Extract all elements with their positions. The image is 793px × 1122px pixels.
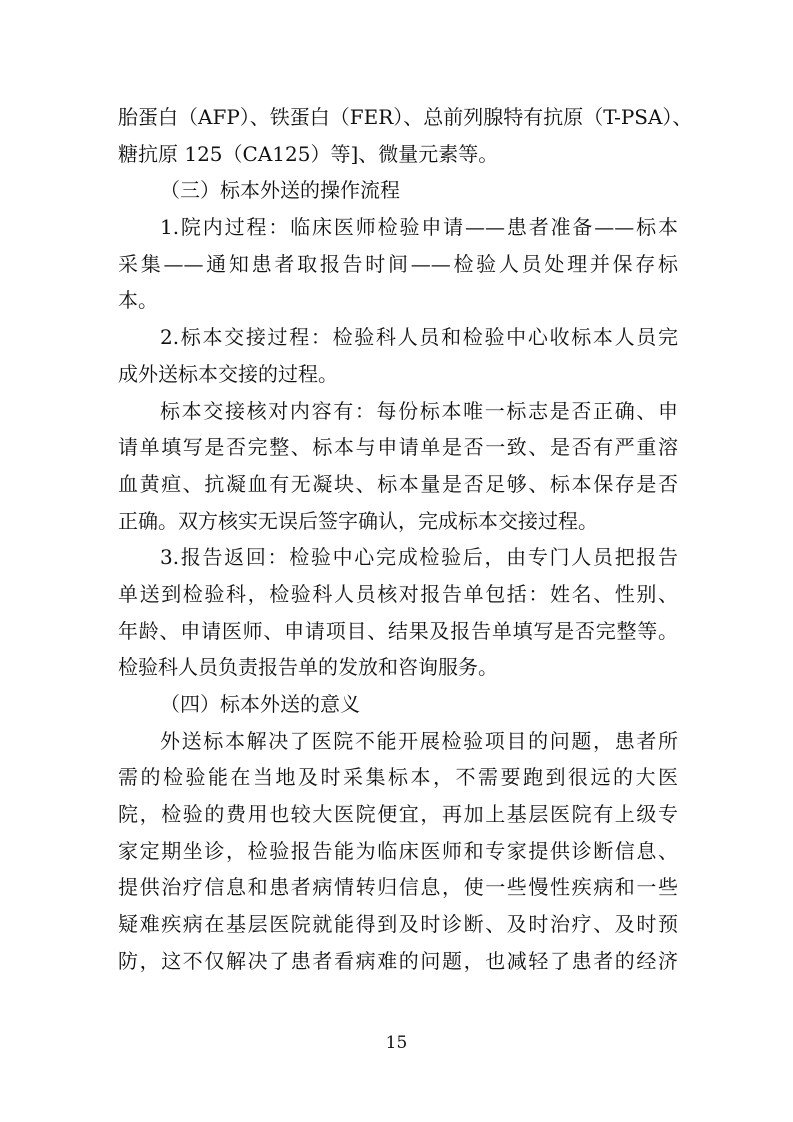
text-line: 成外送标本交接的过程。 xyxy=(118,361,338,386)
text-line: 3.报告返回：检验中心完成检验后，由专门人员把报告 xyxy=(160,545,678,570)
text-line: 正确。双方核实无误后签字确认，完成标本交接过程。 xyxy=(118,508,598,533)
text-line: 本。 xyxy=(118,288,158,313)
text-line: 院，检验的费用也较大医院便宜，再加上基层医院有上级专 xyxy=(118,802,678,827)
text-line: 2.标本交接过程：检验科人员和检验中心收标本人员完 xyxy=(160,325,678,350)
text-line: 标本交接核对内容有：每份标本唯一标志是否正确、申 xyxy=(160,398,678,423)
text-line: 请单填写是否完整、标本与申请单是否一致、是否有严重溶 xyxy=(118,435,678,460)
text-line: 疑难疾病在基层医院就能得到及时诊断、及时治疗、及时预 xyxy=(118,912,678,937)
text-line: 1.院内过程：临床医师检验申请——患者准备——标本 xyxy=(160,215,678,240)
text-line: 年龄、申请医师、申请项目、结果及报告单填写是否完整等。 xyxy=(118,618,678,643)
page-number: 15 xyxy=(385,1033,408,1053)
body-text xyxy=(118,99,693,980)
text-line: 胎蛋白（AFP）、铁蛋白（FER）、总前列腺特有抗原（T-PSA）、 xyxy=(118,105,693,129)
section-heading: （三）标本外送的操作流程 xyxy=(160,178,400,203)
text-line: 提供治疗信息和患者病情转归信息，使一些慢性疾病和一些 xyxy=(118,875,678,900)
text-line: 家定期坐诊，检验报告能为临床医师和专家提供诊断信息、 xyxy=(118,838,678,863)
text-line: 采集——通知患者取报告时间——检验人员处理并保存标 xyxy=(118,251,678,276)
text-line: 需的检验能在当地及时采集标本，不需要跑到很远的大医 xyxy=(118,765,678,790)
text-line: 检验科人员负责报告单的发放和咨询服务。 xyxy=(118,655,498,680)
text-line: 血黄疸、抗凝血有无凝块、标本量是否足够、标本保存是否 xyxy=(118,471,678,496)
text-line: 单送到检验科，检验科人员核对报告单包括：姓名、性别、 xyxy=(118,581,678,606)
text-line: 防，这不仅解决了患者看病难的问题，也减轻了患者的经济 xyxy=(118,948,678,973)
text-line: 糖抗原 125（CA125）等]、微量元素等。 xyxy=(118,141,499,166)
section-heading: （四）标本外送的意义 xyxy=(160,692,360,716)
text-line: 外送标本解决了医院不能开展检验项目的问题，患者所 xyxy=(160,728,678,753)
